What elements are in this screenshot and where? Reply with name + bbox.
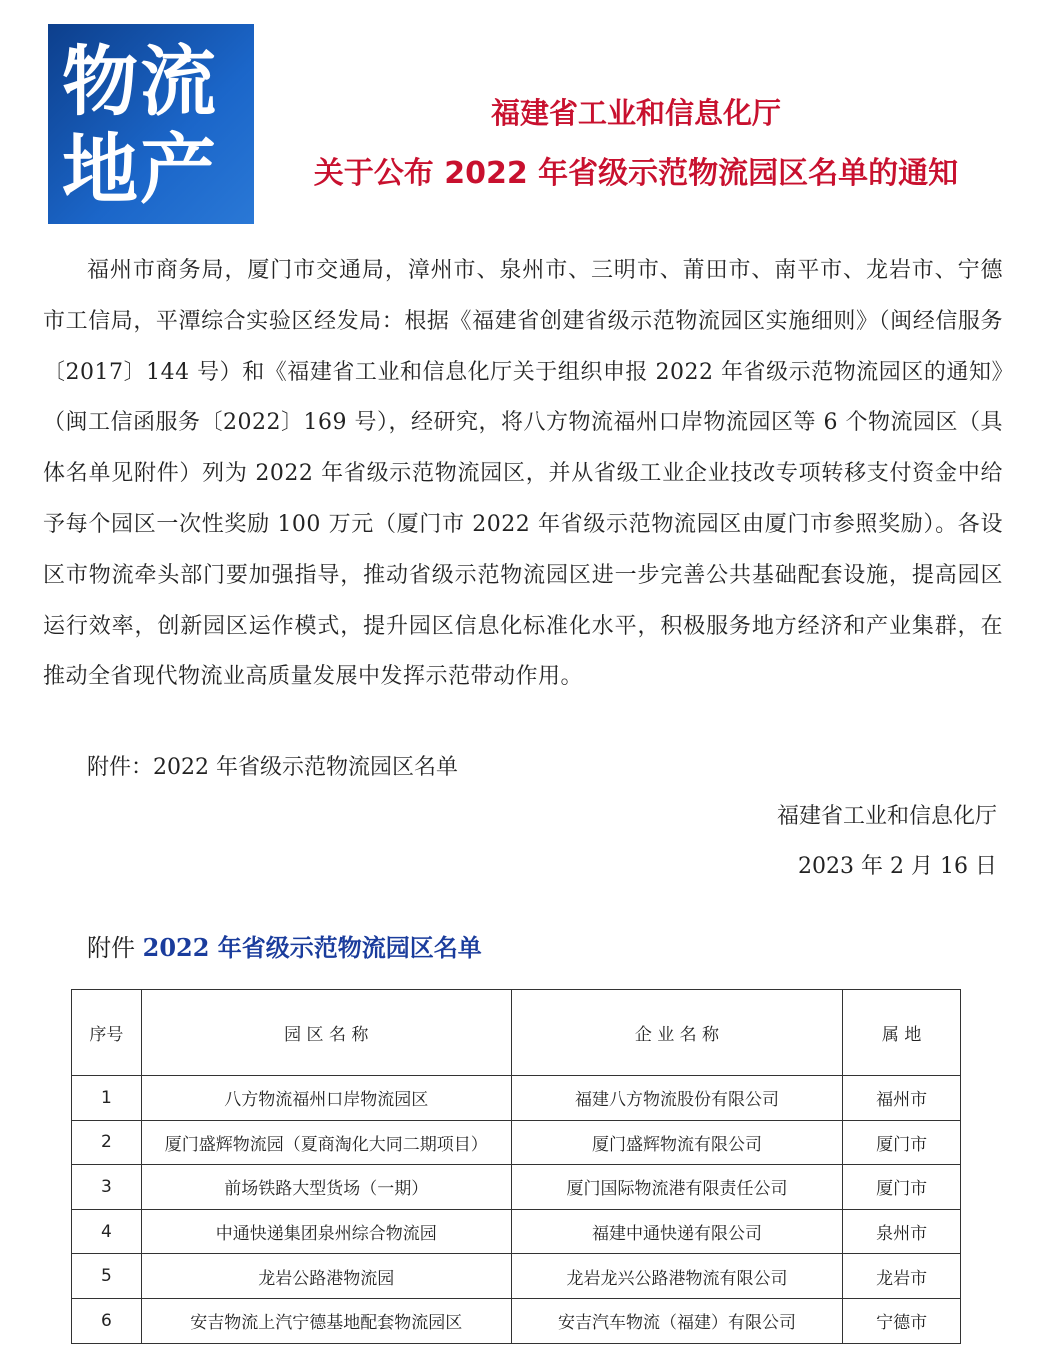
table-row (72, 1076, 961, 1121)
row-company-name: 龙岩龙兴公路港物流有限公司 (511, 1254, 843, 1299)
row-park-name: 厦门盛辉物流园（夏商淘化大同二期项目） (141, 1120, 511, 1165)
row-no: 4 (72, 1209, 142, 1254)
signature-organization: 福建省工业和信息化厅 (776, 804, 997, 829)
row-park-name: 前场铁路大型货场（一期） (141, 1165, 511, 1210)
logo (48, 24, 254, 224)
signature-date: 2023 年 2 月 16 日 (798, 854, 997, 879)
table-row (72, 1254, 961, 1299)
logo-line-2: 地产 (62, 125, 218, 214)
row-company-name: 福建八方物流股份有限公司 (511, 1076, 843, 1121)
attachment-reference: 附件：2022 年省级示范物流园区名单 (87, 755, 458, 780)
row-company-name: 福建中通快递有限公司 (511, 1209, 843, 1254)
header-company-name: 企 业 名 称 (511, 990, 843, 1076)
row-no: 6 (72, 1298, 142, 1343)
row-company-name: 厦门盛辉物流有限公司 (511, 1120, 843, 1165)
row-company-name: 厦门国际物流港有限责任公司 (511, 1165, 843, 1210)
row-company-name: 安吉汽车物流（福建）有限公司 (511, 1298, 843, 1343)
row-no: 3 (72, 1165, 142, 1210)
row-city: 厦门市 (843, 1120, 961, 1165)
header-no: 序号 (72, 990, 142, 1076)
row-city: 厦门市 (843, 1165, 961, 1210)
document-title-line-1: 福建省工业和信息化厅 (490, 96, 781, 130)
row-park-name: 龙岩公路港物流园 (141, 1254, 511, 1299)
table-header-row (72, 990, 961, 1076)
header-city: 属 地 (843, 990, 961, 1076)
row-no: 5 (72, 1254, 142, 1299)
attachment-heading-title: 2022 年省级示范物流园区名单 (142, 933, 482, 962)
row-city: 宁德市 (843, 1298, 961, 1343)
row-no: 2 (72, 1120, 142, 1165)
row-city: 龙岩市 (843, 1254, 961, 1299)
table-row (72, 1120, 961, 1165)
document-title-line-2: 关于公布 2022 年省级示范物流园区名单的通知 (313, 156, 959, 191)
notice-body-paragraph: 福州市商务局，厦门市交通局，漳州市、泉州市、三明市、莆田市、南平市、龙岩市、宁德市工信局，平潭综合实验区经发局：根据《福建省创建省级示范物流园区实施细则》（闽经信服务〔2017〕144 号）和《福建省工业和信息化厅关于组织申报 2022 年省级示范物流园区的通知》（闽工信函服务〔2022〕169 号），经研究，将八方物流福州口岸物流园区等 6 个物流园区（具体名单见附件）列为 2022 年省级示范物流园区，并从省级工业企业技改专项转移支付资金中给予每个园区一次性奖励 100 万元（厦门市 2022 年省级示范物流园区由厦门市参照奖励）。各设区市物流牵头部门要加强指导，推动省级示范物流园区进一步完善公共基础配套设施，提高园区运行效率，创新园区运作模式，提升园区信息化标准化水平，积极服务地方经济和产业集群，在推动全省现代物流业高质量发展中发挥示范带动作用。 (43, 258, 1003, 690)
table-row (72, 1298, 961, 1343)
attachment-heading-prefix: 附件 (87, 934, 135, 962)
table-row (72, 1209, 961, 1254)
attachment-heading (87, 928, 482, 968)
logo-line-1: 物流 (62, 37, 218, 126)
park-list-table (71, 989, 961, 1344)
row-city: 福州市 (843, 1076, 961, 1121)
row-park-name: 八方物流福州口岸物流园区 (141, 1076, 511, 1121)
row-no: 1 (72, 1076, 142, 1121)
row-city: 泉州市 (843, 1209, 961, 1254)
header-park-name: 园 区 名 称 (141, 990, 511, 1076)
row-park-name: 安吉物流上汽宁德基地配套物流园区 (141, 1298, 511, 1343)
row-park-name: 中通快递集团泉州综合物流园 (141, 1209, 511, 1254)
table-row (72, 1165, 961, 1210)
